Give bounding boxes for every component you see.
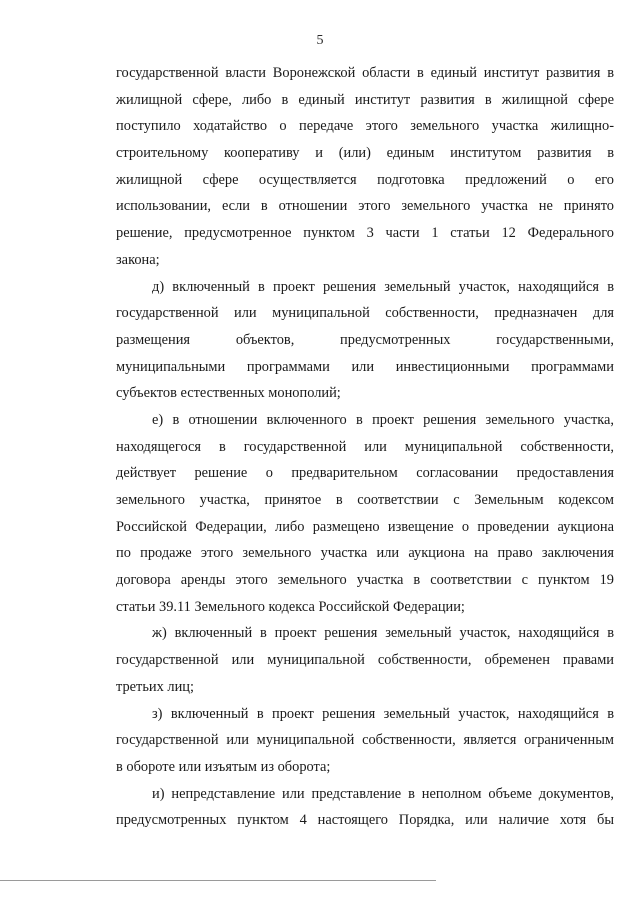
text-line: закона; <box>116 251 160 268</box>
text-line: поступило ходатайство о передаче этого земельного участка жилищно- <box>116 118 614 135</box>
text-line: действует решение о предварительном согласовании предоставления <box>116 465 614 482</box>
body-text <box>116 60 614 834</box>
text-line: субъектов естественных монополий; <box>116 385 341 402</box>
text-line: муниципальными программами или инвестиционными программами <box>116 358 614 375</box>
text-line: государственной власти Воронежской области в единый институт развития в <box>116 65 614 81</box>
text-line: земельного участка, принятое в соответствии с Земельным кодексом <box>116 492 614 508</box>
text-line: третьих лиц; <box>116 678 194 695</box>
paragraph-zh-start: ж) включенный в проект решения земельный участок, находящийся в <box>152 625 614 642</box>
footer-rule <box>0 880 436 881</box>
paragraph-e-start: е) в отношении включенного в проект решения земельного участка, <box>152 411 614 428</box>
text-line: Российской Федерации, либо размещено извещение о проведении аукциона <box>116 518 614 535</box>
text-line: предусмотренных пунктом 4 настоящего Порядка, или наличие хотя бы <box>116 812 614 829</box>
text-line: государственной или муниципальной собственности, обременен правами <box>116 652 614 669</box>
text-line: решение, предусмотренное пунктом 3 части 1 статьи 12 Федерального <box>116 225 614 242</box>
text-line: в обороте или изъятым из оборота; <box>116 758 331 775</box>
text-line: использовании, если в отношении этого земельного участка не принято <box>116 198 614 215</box>
paragraph-i-start: и) непредставление или представление в неполном объеме документов, <box>152 785 614 802</box>
paragraph-z-start: з) включенный в проект решения земельный участок, находящийся в <box>152 705 614 722</box>
text-line: находящегося в государственной или муниципальной собственности, <box>116 438 614 455</box>
text-line: государственной или муниципальной собственности, предназначен для <box>116 305 614 322</box>
paragraph-d-start: д) включенный в проект решения земельный участок, находящийся в <box>152 278 614 295</box>
text-line: жилищной сфере осуществляется подготовка предложений о его <box>116 171 614 188</box>
text-line: государственной или муниципальной собственности, является ограниченным <box>116 732 614 749</box>
page-number: 5 <box>316 33 324 48</box>
text-line: жилищной сфере, либо в единый институт развития в жилищной сфере <box>116 91 614 108</box>
text-line: строительному кооперативу и (или) единым институтом развития в <box>116 145 614 162</box>
text-line: договора аренды этого земельного участка в соответствии с пунктом 19 <box>116 572 614 589</box>
text-line: размещения объектов, предусмотренных государственными, <box>116 331 614 348</box>
text-line: по продаже этого земельного участка или аукциона на право заключения <box>116 545 614 562</box>
text-line: статьи 39.11 Земельного кодекса Российской Федерации; <box>116 598 465 615</box>
